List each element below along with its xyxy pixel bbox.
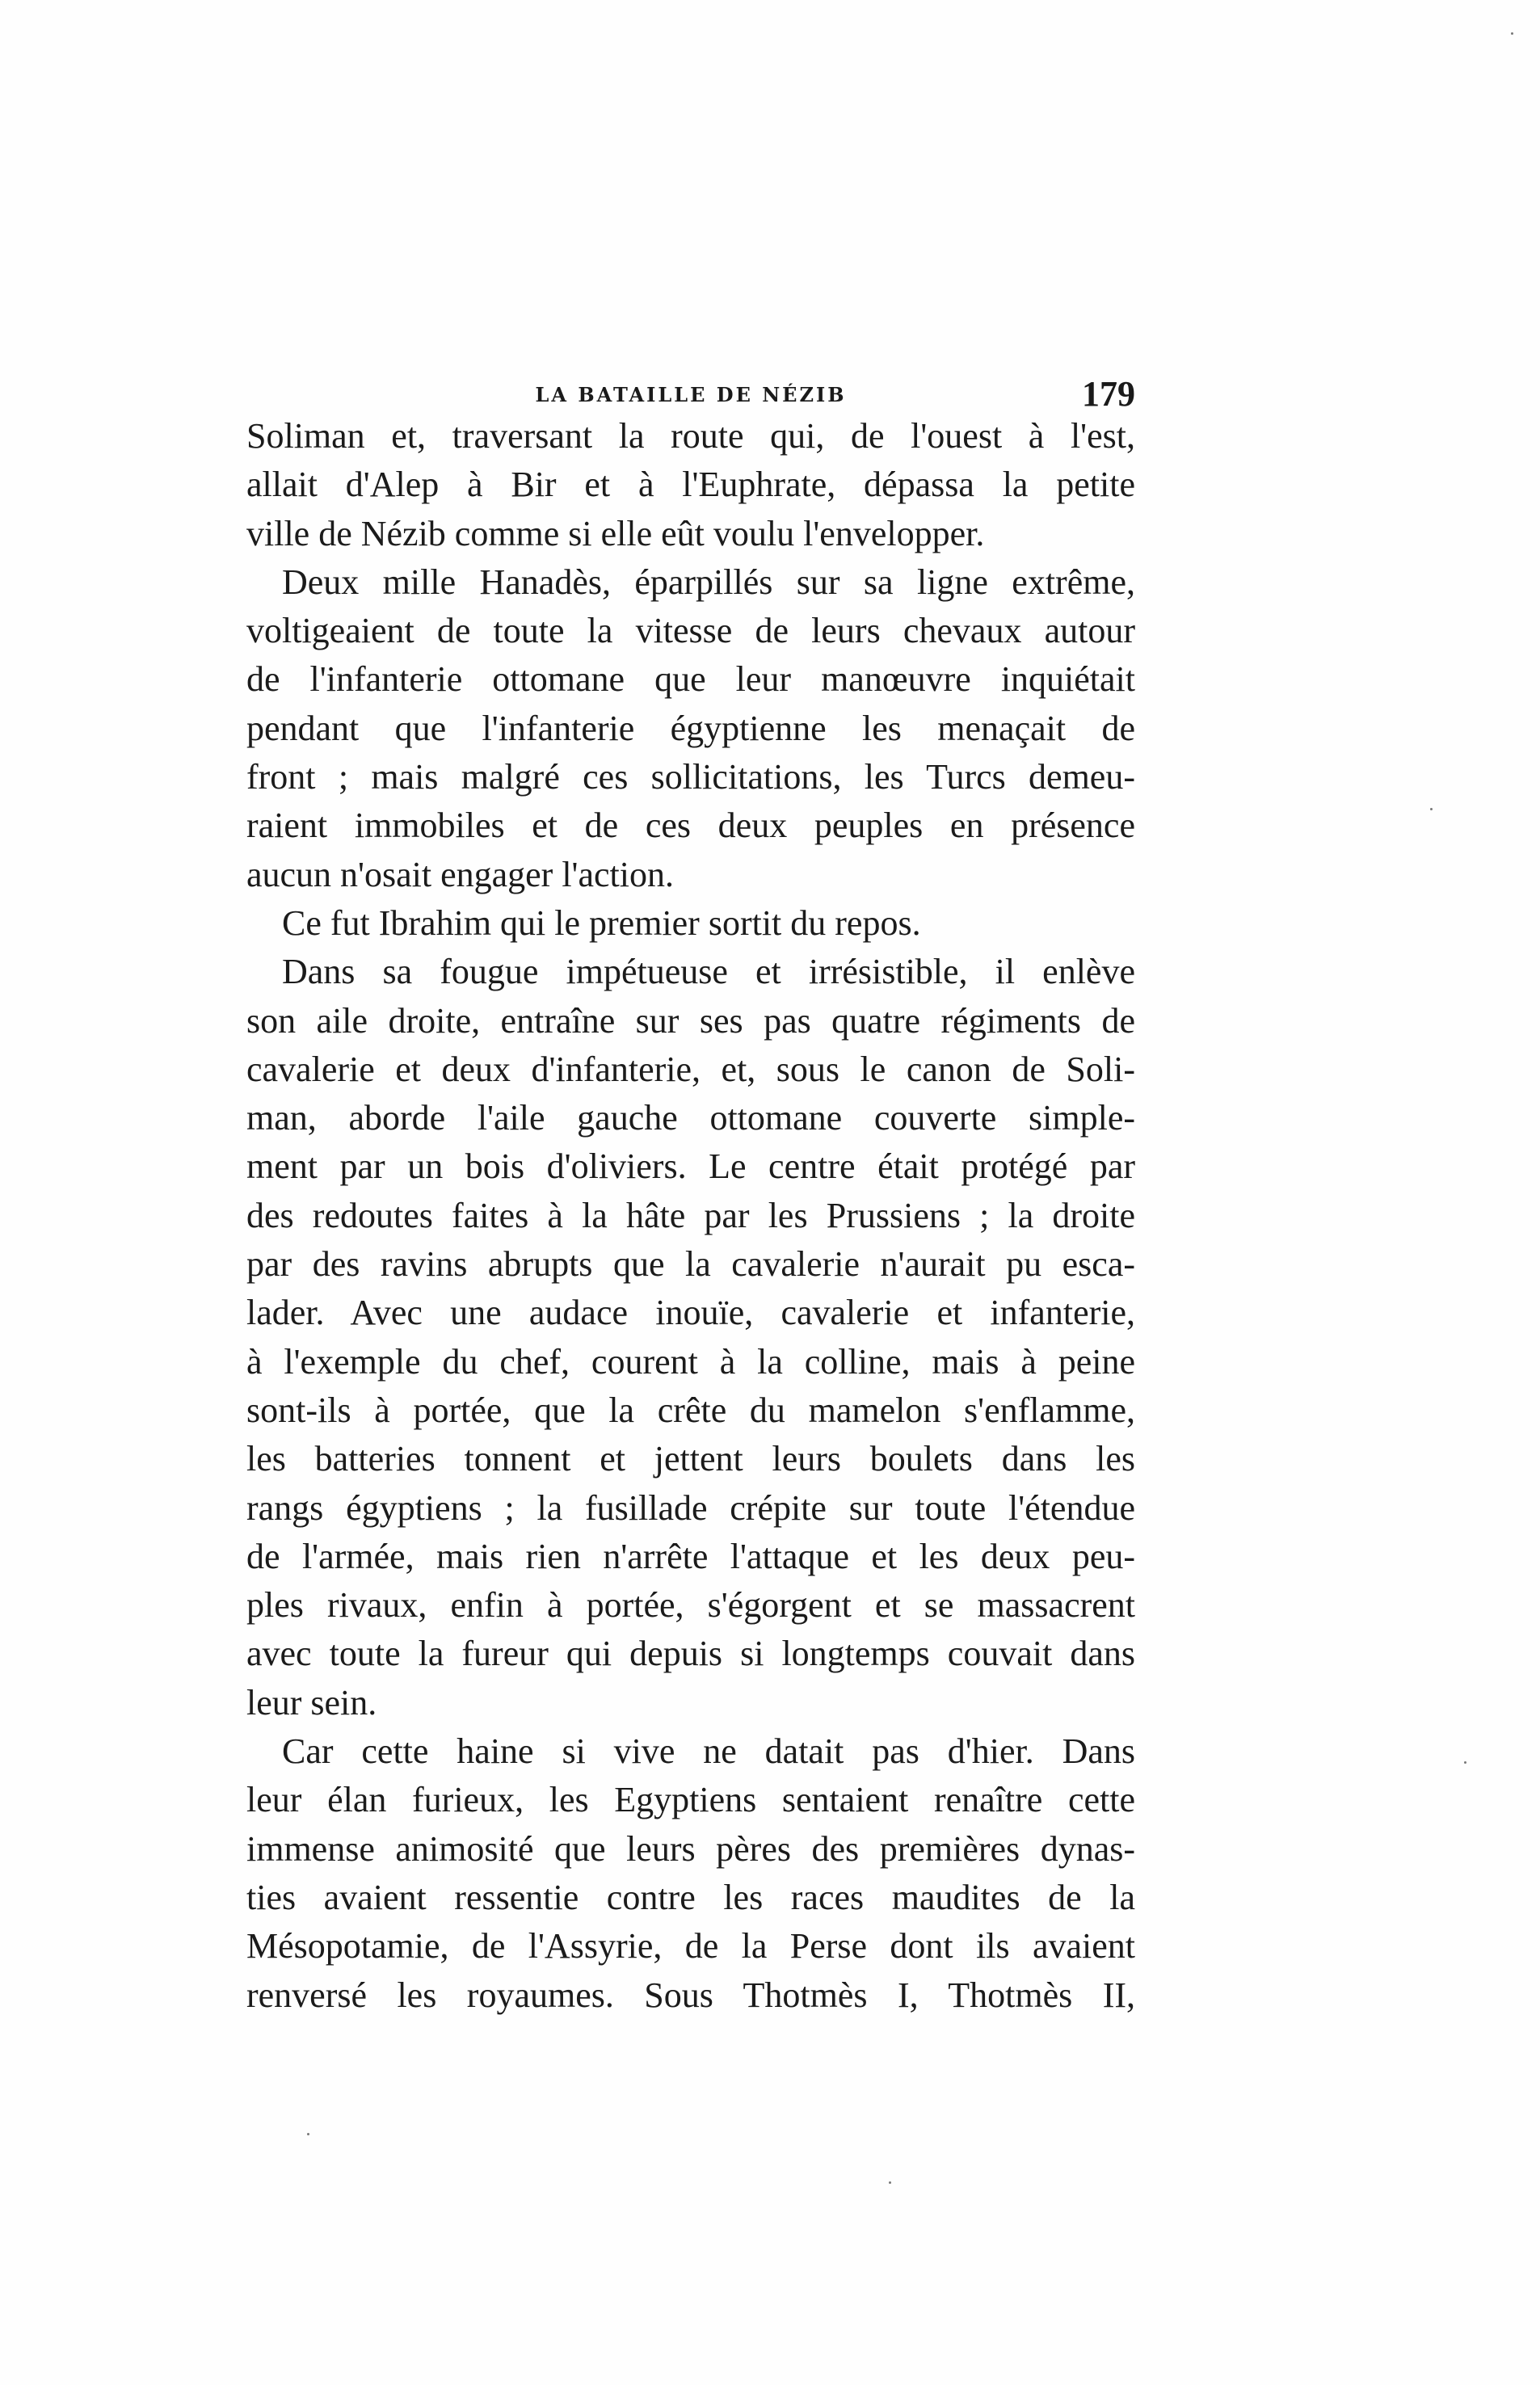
text-line: leur élan furieux, les Egyptiens sentaient renaître cette — [246, 1780, 1135, 1820]
text-line: sont-ils à portée, que la crête du mamelon s'enflamme, — [246, 1390, 1135, 1430]
text-line: cavalerie et deux d'infanterie, et, sous le canon de Soli- — [246, 1049, 1135, 1089]
text-line: Dans sa fougue impétueuse et irrésistible, il enlève — [282, 952, 1135, 992]
text-line: ples rivaux, enfin à portée, s'égorgent et se massacrent — [246, 1585, 1135, 1626]
body-text — [246, 412, 1135, 2020]
text-line: les batteries tonnent et jettent leurs boulets dans les — [246, 1439, 1135, 1479]
text-line: rangs égyptiens ; la fusillade crépite sur toute l'étendue — [246, 1487, 1135, 1528]
page-number: 179 — [1082, 374, 1135, 414]
scan-speck — [1511, 32, 1513, 35]
text-line: lader. Avec une audace inouïe, cavalerie et infanterie, — [246, 1293, 1135, 1333]
text-line: Car cette haine si vive ne datait pas d'hier. Dans — [282, 1731, 1135, 1772]
text-line: de l'infanterie ottomane que leur manœuvre inquiétait — [246, 659, 1135, 700]
text-line: ment par un bois d'oliviers. Le centre était protégé par — [246, 1146, 1135, 1187]
text-line: Mésopotamie, de l'Assyrie, de la Perse dont ils avaient — [246, 1926, 1135, 1966]
text-line: voltigeaient de toute la vitesse de leurs chevaux autour — [246, 611, 1135, 651]
text-line: Deux mille Hanadès, éparpillés sur sa ligne extrême, — [282, 562, 1135, 602]
text-line: avec toute la fureur qui depuis si longtemps couvait dans — [246, 1634, 1135, 1674]
text-line: leur sein. — [246, 1682, 377, 1722]
text-line: Ce fut Ibrahim qui le premier sortit du repos. — [282, 902, 921, 943]
text-line: aucun n'osait engager l'action. — [246, 854, 674, 894]
text-line: pendant que l'infanterie égyptienne les menaçait de — [246, 708, 1135, 748]
text-line: allait d'Alep à Bir et à l'Euphrate, dépassa la petite — [246, 465, 1135, 505]
text-line: man, aborde l'aile gauche ottomane couverte simple- — [246, 1098, 1135, 1138]
text-line: immense animosité que leurs pères des premières dynas- — [246, 1828, 1135, 1869]
text-line: front ; mais malgré ces sollicitations, les Turcs demeu- — [246, 757, 1135, 797]
text-line: ties avaient ressentie contre les races maudites de la — [246, 1877, 1135, 1917]
page-header — [246, 373, 1135, 414]
text-line: à l'exemple du chef, courent à la colline, mais à peine — [246, 1341, 1135, 1382]
text-line: raient immobiles et de ces deux peuples en présence — [246, 806, 1135, 846]
text-line: ville de Nézib comme si elle eût voulu l'envelopper. — [246, 513, 985, 553]
text-line: renversé les royaumes. Sous Thotmès I, Thotmès II, — [246, 1975, 1135, 2015]
text-line: de l'armée, mais rien n'arrête l'attaque et les deux peu- — [246, 1536, 1135, 1576]
text-line: par des ravins abrupts que la cavalerie n'aurait pu esca- — [246, 1244, 1135, 1285]
text-line: son aile droite, entraîne sur ses pas quatre régiments de — [246, 1000, 1135, 1041]
running-title: LA BATAILLE DE NÉZIB — [535, 383, 847, 406]
text-line: Soliman et, traversant la route qui, de l'ouest à l'est, — [246, 416, 1135, 456]
scan-speck — [307, 2133, 309, 2135]
scan-speck — [1430, 808, 1433, 810]
text-line: des redoutes faites à la hâte par les Prussiens ; la droite — [246, 1195, 1135, 1235]
scan-speck — [1464, 1761, 1466, 1764]
scan-speck — [889, 2181, 891, 2184]
